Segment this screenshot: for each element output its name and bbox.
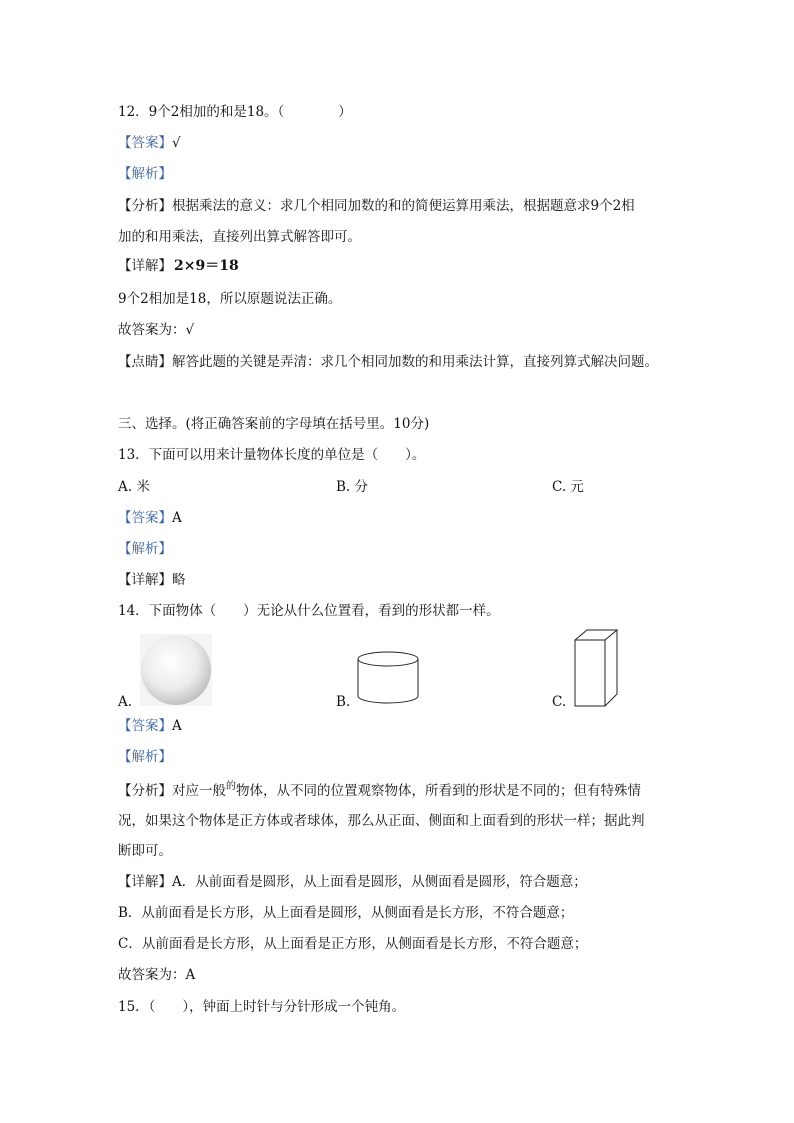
dianjing-label: 【点睛】 [118, 354, 172, 370]
fenxi-label: 【分析】 [118, 198, 172, 214]
q12-analysis-label: 【解析】 [118, 166, 172, 182]
cylinder-figure [356, 650, 420, 706]
answer-value: A [172, 510, 182, 526]
q14-xiangjie-c: C．从前面看是长方形，从上面看是正方形，从侧面看是长方形，不符合题意； [118, 936, 588, 952]
q12-xiangjie [118, 256, 239, 276]
answer-value: √ [172, 135, 181, 151]
q12-final: 故答案为：√ [118, 322, 195, 338]
q14-option-a: A. [118, 694, 133, 710]
xiangjie-text: A．从前面看是圆形，从上面看是圆形，从侧面看是圆形，符合题意； [172, 874, 587, 890]
q13-stem: 13．下面可以用来计量物体长度的单位是（ ）。 [118, 447, 426, 463]
q12-fenxi-line2: 加的和用乘法，直接列出算式解答即可。 [118, 229, 361, 245]
cuboid-figure [573, 628, 621, 708]
q12-fenxi [118, 196, 635, 216]
q14-option-c: C. [552, 694, 567, 710]
q14-fenxi [118, 781, 641, 803]
q12-stem: 12．9个2相加的和是18。（ ） [118, 104, 352, 120]
fenxi-sup: 的 [226, 781, 236, 792]
answer-label: 【答案】 [118, 135, 172, 151]
dianjing-text: 解答此题的关键是弄清：求几个相同加数的和用乘法计算，直接列算式解决问题。 [172, 354, 658, 370]
q14-final: 故答案为：A [118, 967, 196, 983]
fenxi-text-b: 物体，从不同的位置观察物体，所看到的形状是不同的；但有特殊情 [236, 783, 641, 799]
xiangjie-label: 【详解】 [118, 258, 172, 274]
q13-option-a: A. 米 [118, 479, 150, 495]
q12-answer [118, 133, 181, 153]
q13-option-c: C. 元 [552, 479, 584, 495]
q14-answer [118, 716, 182, 736]
q13-analysis-label: 【解析】 [118, 541, 172, 557]
sphere-figure [140, 634, 212, 706]
answer-label: 【答案】 [118, 510, 172, 526]
q14-fenxi-line2: 况，如果这个物体是正方体或者球体，那么从正面、侧面和上面看到的形状一样；据此判 [118, 813, 645, 829]
xiangjie-label: 【详解】 [118, 572, 172, 588]
q14-fenxi-line3: 断即可。 [118, 843, 172, 859]
q14-stem: 14．下面物体（ ）无论从什么位置看，看到的形状都一样。 [118, 603, 500, 619]
q13-option-b: B. 分 [336, 479, 369, 495]
q13-xiangjie [118, 570, 186, 590]
fenxi-text: 根据乘法的意义：求几个相同加数的和的简便运算用乘法，根据题意求9个2相 [172, 198, 635, 214]
formula: 2×9＝18 [174, 258, 239, 274]
q14-xiangjie [118, 872, 587, 892]
q15-stem: 15．（ ），钟面上时针与分针形成一个钝角。 [118, 999, 406, 1015]
fenxi-text-a: 对应一般 [172, 783, 226, 799]
q14-xiangjie-b: B．从前面看是长方形，从上面看是圆形，从侧面看是长方形，不符合题意； [118, 905, 574, 921]
answer-value: A [172, 718, 182, 734]
q14-option-b: B. [336, 694, 351, 710]
q12-dianjing [118, 352, 658, 372]
q12-explain: 9个2相加是18，所以原题说法正确。 [118, 291, 342, 307]
section-title: 三、选择。(将正确答案前的字母填在括号里。10分) [118, 416, 430, 432]
fenxi-label: 【分析】 [118, 783, 172, 799]
answer-label: 【答案】 [118, 718, 172, 734]
xiangjie-label: 【详解】 [118, 874, 172, 890]
q13-answer [118, 508, 182, 528]
q14-analysis-label: 【解析】 [118, 749, 172, 765]
xiangjie-text: 略 [172, 572, 186, 588]
